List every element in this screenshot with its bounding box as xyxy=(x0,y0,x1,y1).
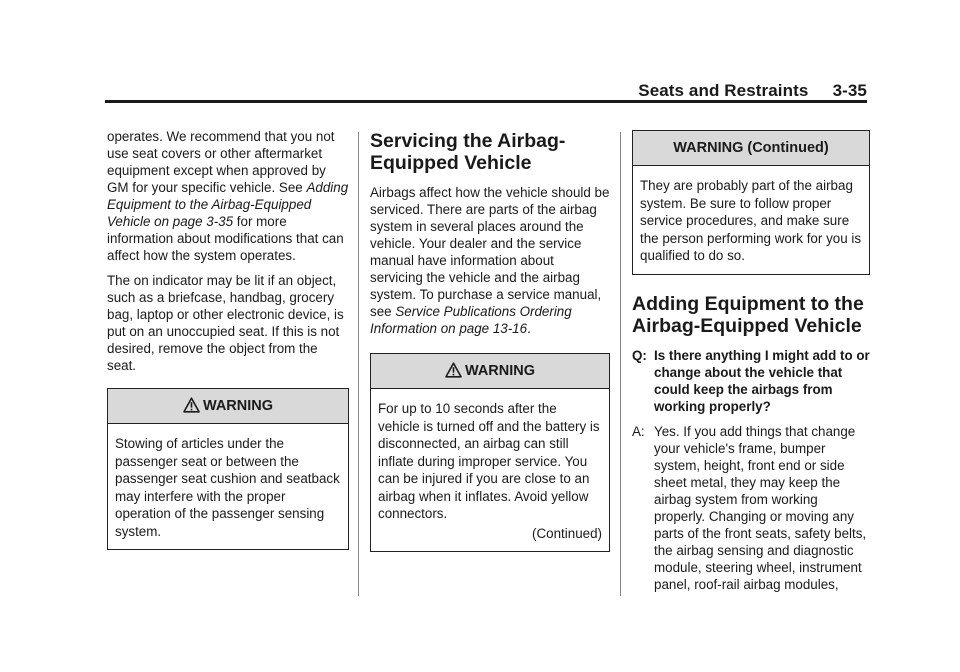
paragraph xyxy=(107,128,349,264)
warning-title: WARNING xyxy=(464,363,536,379)
column-2 xyxy=(370,128,610,552)
section-heading: Servicing the Airbag-Equipped Vehicle xyxy=(370,130,566,174)
text: Airbags affect how the vehicle should be serviced. There are parts of the airbag system in several places around the vehicle. Your dealer and the service manual have information about servicing the vehicle and the airbag system. To purchase a service manual, see xyxy=(370,185,610,319)
warning-box xyxy=(107,388,349,550)
warning-header xyxy=(633,131,869,166)
paragraph xyxy=(370,184,610,337)
answer-label: A: xyxy=(632,423,645,439)
warning-header xyxy=(371,354,609,389)
answer xyxy=(632,423,870,593)
column-1 xyxy=(107,128,349,550)
page-header-title xyxy=(638,81,867,101)
warning-triangle-icon xyxy=(445,357,462,391)
warning-triangle-icon xyxy=(183,392,200,426)
text: operates. We recommend that you not use seat covers or other aftermarket equipment except when approved by GM for your specific vehicle. See xyxy=(107,129,335,195)
header-rule xyxy=(105,100,867,103)
paragraph: The on indicator may be lit if an object, such as a briefcase, handbag, grocery bag, laptop or other electronic device, is put on an unoccupied seat. If this is not desired, remove the object from the seat. xyxy=(107,273,344,373)
page-number: 3-35 xyxy=(832,81,867,100)
question-label: Q: xyxy=(632,347,647,363)
warning-body xyxy=(371,389,609,551)
column-divider xyxy=(358,132,359,596)
warning-text: For up to 10 seconds after the vehicle is turned off and the battery is disconnected, an airbag can still inflate during improper service. You can be injured if you are close to an airbag when it inflates. Avoid yellow connectors. xyxy=(378,401,600,521)
warning-text: They are probably part of the airbag system. Be sure to follow proper service procedures, and make sure the person performing work for you is qualified to do so. xyxy=(640,178,862,263)
warning-box xyxy=(370,353,610,552)
warning-header xyxy=(108,389,348,424)
cross-reference: Service Publications Ordering Information on page 13-16 xyxy=(370,304,572,336)
text: for more information about modifications that can affect how the system operates. xyxy=(107,214,344,263)
warning-title: WARNING (Continued) xyxy=(673,140,829,156)
warning-title: WARNING xyxy=(202,398,274,414)
warning-box xyxy=(632,130,870,275)
cross-reference: Adding Equipment to the Airbag-Equipped Vehicle on page 3-35 xyxy=(107,180,349,229)
section-heading: Adding Equipment to the Airbag-Equipped Vehicle xyxy=(632,292,864,337)
continued-label: (Continued) xyxy=(532,525,602,541)
answer-text: Yes. If you add things that change your vehicle's frame, bumper system, height, front end or side sheet metal, they may keep the airbag system from working properly. Changing or moving any parts of the front seats, safety belts, the airbag sensing and diagnostic module, steering wheel, instrument panel, roof-rail airbag modules, xyxy=(654,423,867,592)
column-3 xyxy=(632,128,870,601)
column-divider xyxy=(620,132,621,596)
section-title: Seats and Restraints xyxy=(638,81,809,100)
warning-text: Stowing of articles under the passenger seat or between the passenger seat cushion and seatback may interfere with the proper operation of the passenger sensing system. xyxy=(115,436,340,539)
question-text: Is there anything I might add to or change about the vehicle that could keep the airbags from working properly? xyxy=(654,347,870,414)
question xyxy=(632,347,870,415)
text: . xyxy=(527,321,531,336)
